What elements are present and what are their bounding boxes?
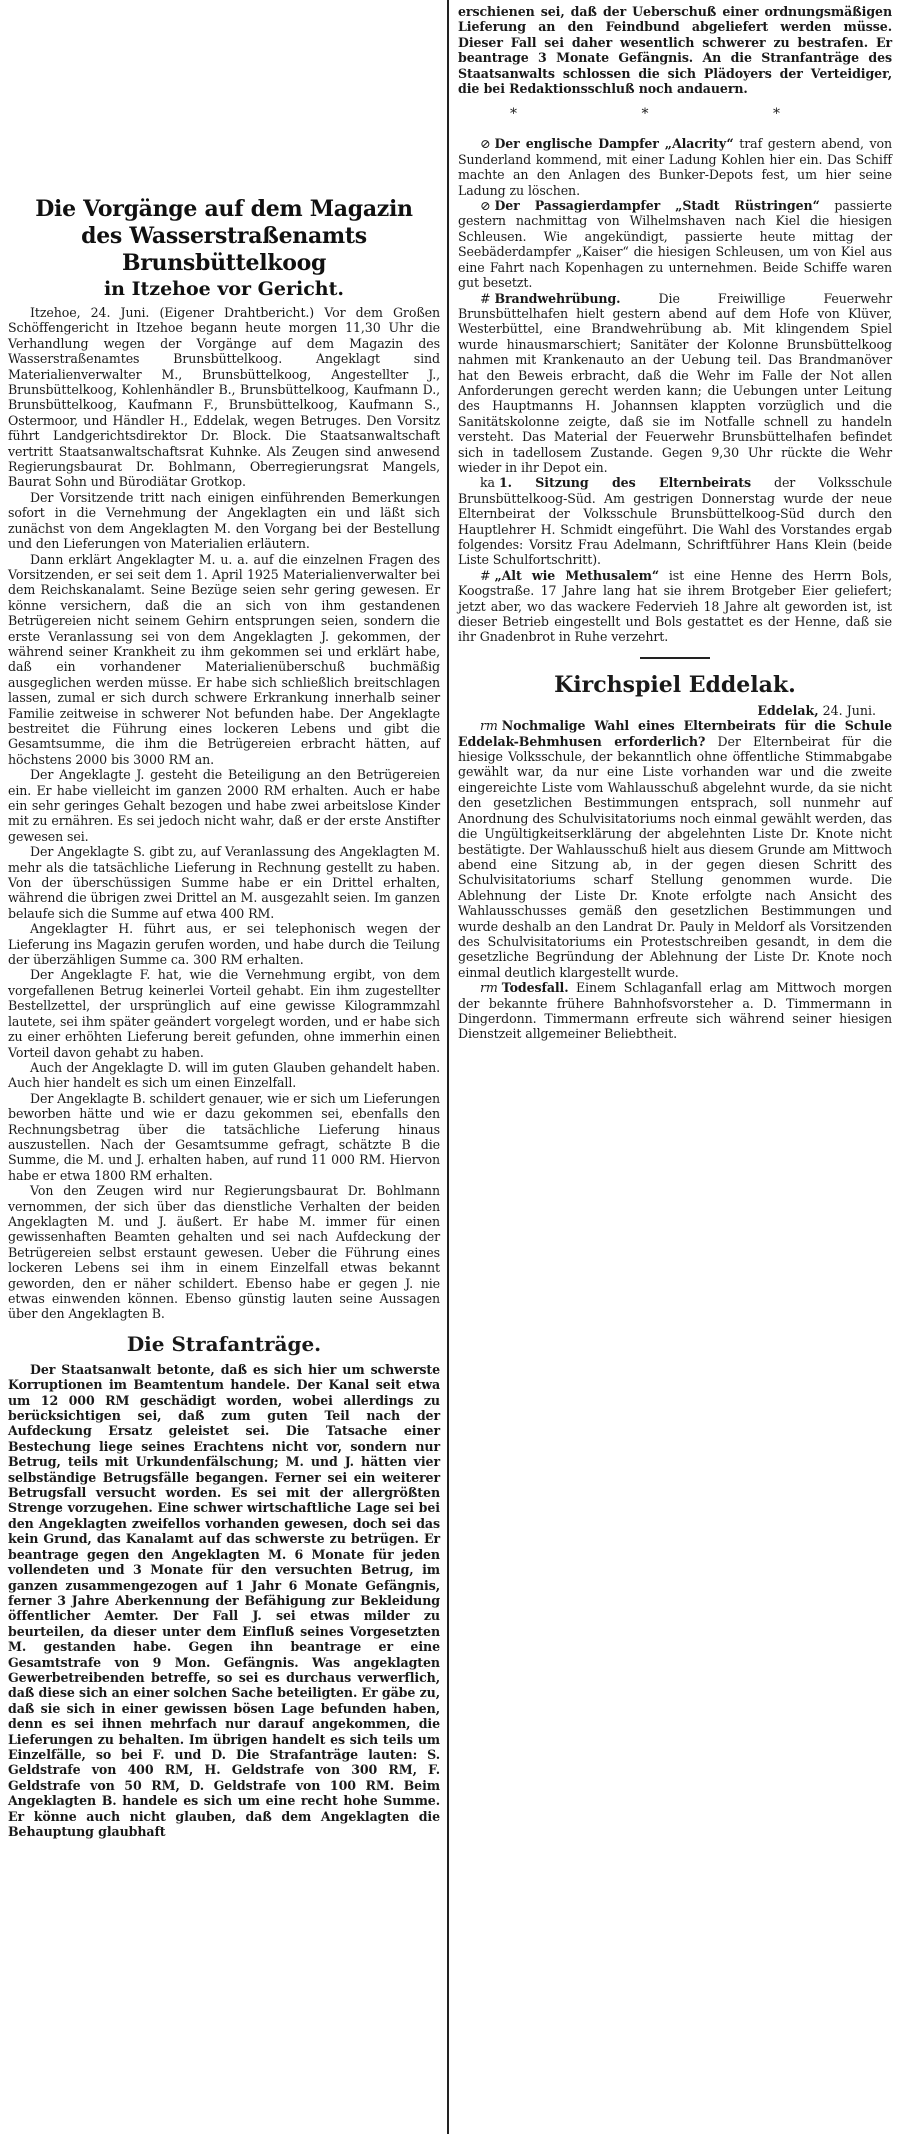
section-heading-eddelak: Kirchspiel Eddelak.	[554, 671, 796, 698]
author-mark: rm	[480, 718, 498, 734]
paragraph: Der Angeklagte F. hat, wie die Vernehmung ergibt, von dem vorgefallenen Betrug keinerlei Vorteil gehabt. Ein ihm zugestellter Bestellzettel, der ursprünglich auf eine gewisse Kilogrammzahl lautete, sei ihm später geändert vorgelegt worden, und er habe sich zu einer erhöhten Lieferung bereit gefunden, ohne immerhin einen Vorteil davon gehabt zu haben.	[8, 967, 440, 1060]
news-item	[458, 980, 892, 1042]
item-text: ist eine Henne des Herrn Bols, Koogstraße. 17 Jahre lang hat sie ihrem Brotgeber Eier geliefert; jetzt aber, wo das wackere Federvieh 18 Jahre alt geworden ist, ist dieser Betrieb eingestellt und Bols gestattet es der Henne, daß sie ihr Gnadenbrot in Ruhe verzehrt.	[458, 567, 892, 645]
item-text: Die Freiwillige Feuerwehr Brunsbüttelhafen hielt gestern abend auf dem Hofe von Klüver, Westerbüttel, eine Brandwehrübung ab. Mit klingendem Spiel wurde hinausmarschiert; Sanitäter der Kolonne Brunsbüttelkoog nahmen mit Krankenauto an der Uebung teil. Das Brandmanöver hat den Beweis erbracht, daß die Wehr im Falle der Not allen Anforderungen gerecht werden kann; die Uebungen unter Leitung des Hauptmanns H. Johannsen klappten vorzüglich und die Sanitätskolonne zeigte, daß sie im Notfalle schnell zu handeln versteht. Das Material der Feuerwehr Brunsbüttelhafen befindet sich in tadellosem Zustande. Gegen 9,30 Uhr rückte die Wehr wieder in ihr Depot ein.	[458, 290, 892, 475]
news-item	[458, 136, 892, 198]
separator-stars: * * *	[510, 106, 840, 123]
paragraph-bold: Der Staatsanwalt betonte, daß es sich hier um schwerste Korruptionen im Beamtentum handele. Der Kanal seit etwa um 12 000 RM geschädigt worden, wobei allerdings zu berücksichtigen sei, daß zum guten Teil nach der Aufdeckung Ersatz geleistet sei. Die Tatsache einer Bestechung liege seines Erachtens nicht vor, sondern nur Betrug, teils mit Urkundenfälschung; M. und J. hätten vier selbständige Betrugsfälle begangen. Ferner sei ein weiterer Betrugsfall versucht worden. Es sei mit der allergrößten Strenge vorzugehen. Eine schwer wirtschaftliche Lage sei bei den Angeklagten zweifellos vorhanden gewesen, doch sei das kein Grund, das Kanalamt auf das schwerste zu betrügen. Er beantrage gegen den Angeklagten M. 6 Monate für jeden vollendeten und 3 Monate für den versuchten Betrug, im ganzen zusammengezogen auf 1 Jahr 6 Monate Gefängnis, ferner 3 Jahre Aberkennung der Befähigung zur Bekleidung öffentlicher Aemter. Der Fall J. sei etwas milder zu beurteilen, da dieser unter dem Einfluß seines Vorgesetzten M. gestanden habe. Gegen ihn beantrage er eine Gesamtstrafe von 9 Mon. Gefängnis. Was angeklagten Gewerbetreibenden betreffe, so sei es durchaus verwerflich, daß diese sich an einer solchen Sache beteiligten. Er gäbe zu, daß sie sich in einer gewissen bösen Lage befunden haben, denn es sei ihnen mehrfach nur darauf angekommen, die Lieferungen zu behalten. Im übrigen handelt es sich teils um Einzelfälle, so bei F. und D. Die Strafanträge lauten: S. Geldstrafe von 400 RM, H. Geldstrafe von 300 RM, F. Geldstrafe von 50 RM, D. Geldstrafe von 100 RM. Beim Angeklagten B. handele es sich um eine recht hohe Summe. Er könne auch nicht glauben, daß dem Angeklagten die Behauptung glaubhaft	[8, 1361, 440, 1839]
news-item	[458, 475, 892, 567]
item-lead: Todesfall.	[501, 980, 569, 996]
item-lead: Der Passagierdampfer „Stadt Rüstringen“	[494, 198, 820, 214]
headline-line-2: des Wasserstraßenamts Brunsbüttelkoog	[81, 223, 367, 276]
ship-icon: ⊘	[480, 198, 491, 214]
column-rule	[447, 0, 449, 2134]
section-divider	[640, 657, 710, 659]
ship-icon: ⊘	[480, 136, 491, 152]
paragraph: Der Angeklagte S. gibt zu, auf Veranlassung des Angeklagten M. mehr als die tatsächliche Lieferung in Rechnung gestellt zu haben. Von der überschüssigen Summe habe er ein Drittel erhalten, während die übrigen zwei Drittel an M. ausgezahlt seien. Im ganzen belaufe sich die Summe auf etwa 400 RM.	[8, 844, 440, 921]
paragraph: Angeklagter H. führt aus, er sei telephonisch wegen der Lieferung ins Magazin gerufen worden, und habe durch die Teilung der überzähligen Summe ca. 300 RM erhalten.	[8, 921, 440, 968]
news-item	[458, 198, 892, 290]
paragraph: Dann erklärt Angeklagter M. u. a. auf die einzelnen Fragen des Vorsitzenden, er sei seit dem 1. April 1925 Materialienverwalter bei dem Reichskanalamt. Seine Bezüge seien sehr gering gewesen. Er könne versichern, daß die an sich von ihm gestandenen Betrügereien nicht seinem Gehirn entsprungen seien, sondern die erste Veranlassung sei von dem Angeklagten J. gekommen, der während seiner Krankheit zu ihm gekommen sei und erklärt habe, daß ein vorhandener Materialienüberschuß buchmäßig ausgeglichen werden müsse. Er habe sich schließlich breitschlagen lassen, zumal er sich durch schwere Erkrankung innerhalb seiner Familie zeitweise in schwerer Not befunden habe. Der Angeklagte bestreitet die Führung eines lockeren Lebens und gibt die Gesamtsumme, die ihm die Betrügereien erbracht hätten, auf höchstens 2000 bis 3000 RM an.	[8, 551, 440, 767]
item-text: passierte gestern nachmittag von Wilhelmshaven nach Kiel die hiesigen Schleusen. Wie angekündigt, passierte heute mittag der Seebäderdampfer „Kaiser“ die hiesigen Schleusen, um von Kiel aus eine Fahrt nach Kopenhagen zu unternehmen. Beide Schiffe waren gut besetzt.	[458, 198, 892, 291]
dateline	[458, 703, 892, 718]
author-mark: rm	[480, 980, 498, 996]
item-lead: Nochmalige Wahl eines Elternbeirats für die Schule Eddelak-Behmhusen erforderlich?	[458, 718, 892, 749]
hash-icon: #	[480, 290, 491, 306]
paragraph: Der Vorsitzende tritt nach einigen einführenden Bemerkungen sofort in die Vernehmung der Angeklagten ein und läßt sich zunächst von dem Angeklagten M. den Vorgang bei der Bestellung und den Lieferungen von Materialien erläutern.	[8, 489, 440, 552]
item-text: der Volksschule Brunsbüttelkoog-Süd. Am gestrigen Donnerstag wurde der neue Elternbeirat der Volksschule Brunsbüttelkoog-Süd durch den Hauptlehrer H. Schmidt eingeführt. Die Wahl des Vorstandes ergab folgendes: Vorsitz Frau Adelmann, Schriftführer Hans Klein (beide Liste Schulfortschritt).	[458, 475, 892, 568]
right-column	[458, 4, 892, 1042]
item-lead: „Alt wie Methusalem“	[494, 567, 659, 583]
item-lead: Brandwehrübung.	[494, 290, 621, 306]
news-item	[458, 718, 892, 980]
paragraph: Von den Zeugen wird nur Regierungsbaurat Dr. Bohlmann vernommen, der sich über das dienstliche Verhalten der beiden Angeklagten M. und J. äußert. Er habe M. immer für einen gewissenhaften Beamten gehalten und sei nach Aufdeckung der Betrügereien selbst erstaunt gewesen. Ueber die Führung eines lockeren Lebens sei ihm in einem Einzelfall etwas bekannt geworden, den er näher schildert. Ebenso habe er gegen J. nie etwas einwenden können. Ebenso günstig lauten seine Aussagen über den Angeklagten B.	[8, 1183, 440, 1322]
paragraph: Auch der Angeklagte D. will im guten Glauben gehandelt haben. Auch hier handelt es sich um einen Einzelfall.	[8, 1059, 440, 1091]
item-text: Der Elternbeirat für die hiesige Volksschule, der bekanntlich ohne öffentliche Stimmabgabe gewählt war, da nur eine Liste vorhanden war und die zweite eingereichte Liste vom Wahlausschuß abgelehnt wurde, da sie nicht den gesetzlichen Bestimmungen entsprach, soll nunmehr auf Anordnung des Schulvisitatoriums noch einmal gewählt werden, das die Ungültigkeitserklärung der abgelehnten Liste Dr. Knote nicht bestätigte. Der Wahlausschuß hielt aus diesem Grunde am Mittwoch abend eine Sitzung ab, in der gegen diesen Schritt des Schulvisitatoriums scharf Stellung genommen wurde. Die Ablehnung der Liste Dr. Knote erfolgte nach Ansicht des Wahlausschusses gemäß den gesetzlichen Bestimmungen und wurde deshalb an den Landrat Dr. Pauly in Meldorf als Vorsitzenden des Schulvisitatoriums ein Protestschreiben gesandt, in dem die gesetzliche Begründung der Ablehnung der Liste Dr. Knote noch einmal deutlich klargestellt wurde.	[458, 733, 892, 980]
hash-icon: #	[480, 567, 491, 583]
item-text: Einem Schlaganfall erlag am Mittwoch morgen der bekannte frühere Bahnhofsvorsteher a. D. Timmermann in Dingerdonn. Timmermann erfreute sich während seiner hiesigen Dienstzeit allgemeiner Beliebtheit.	[458, 980, 892, 1042]
dateline-date: 24. Juni.	[822, 702, 876, 718]
news-item	[458, 291, 892, 476]
item-lead: Der englische Dampfer „Alacrity“	[494, 136, 734, 152]
paragraph: Der Angeklagte B. schildert genauer, wie er sich um Lieferungen beworben hätte und wie er dazu gekommen sei, ebenfalls den Rechnungsbetrag über die tatsächliche Lieferung hinaus auszustellen. Nach der Gesamtsumme gefragt, schätzte B die Summe, die M. und J. erhalten haben, auf rund 11 000 RM. Hiervon habe er etwa 1800 RM erhalten.	[8, 1090, 440, 1183]
item-lead: 1. Sitzung des Elternbeirats	[498, 475, 751, 491]
headline-line-1: Die Vorgänge auf dem Magazin	[35, 196, 413, 222]
headline-line-3: in Itzehoe vor Gericht.	[103, 278, 345, 300]
article-headline	[8, 196, 440, 301]
item-text: traf gestern abend, von Sunderland kommend, mit einer Ladung Kohlen hier ein. Das Schiff machte an den Anlagen des Bunker-Depots fest, um hier seine Ladung zu löschen.	[458, 136, 892, 198]
paragraph: Der Angeklagte J. gesteht die Beteiligung an den Betrügereien ein. Er habe vielleicht im ganzen 2000 RM erhalten. Auch er habe ein sehr geringes Gehalt bezogen und habe zwei arbeitslose Kinder mit zu ernähren. Es sei jedoch nicht wahr, daß er der erste Anstifter gewesen sei.	[8, 767, 440, 844]
continuation-paragraph: erschienen sei, daß der Ueberschuß einer ordnungsmäßigen Lieferung an den Feindbund abgeliefert werden müsse. Dieser Fall sei daher wesentlich schwerer zu bestrafen. Er beantrage 3 Monate Gefängnis. An die Stranfanträge des Staatsanwalts schlossen die sich Plädoyers der Verteidiger, die bei Redaktionsschluß noch andauern.	[458, 4, 892, 97]
author-mark: ka	[480, 475, 495, 491]
news-item	[458, 568, 892, 645]
paragraph: Itzehoe, 24. Juni. (Eigener Drahtbericht.) Vor dem Großen Schöffengericht in Itzehoe begann heute morgen 11,30 Uhr die Verhandlung wegen der Vorgänge auf dem Magazin des Wasserstraßenamtes Brunsbüttelkoog. Angeklagt sind Materialienverwalter M., Brunsbüttelkoog, Angestellter J., Brunsbüttelkoog, Kohlenhändler B., Brunsbüttelkoog, Kaufmann D., Brunsbüttelkoog, Kaufmann F., Brunsbüttelkoog, Kaufmann S., Ostermoor, und Händler H., Eddelak, wegen Betruges. Den Vorsitz führt Landgerichtsdirektor Dr. Block. Die Staatsanwaltschaft vertritt Staatsanwaltschaftsrat Kuhnke. Als Zeugen sind anwesend Regierungsbaurat Dr. Bohlmann, Oberregierungsrat Mangels, Baurat Sohn und Bürodiätar Grotkop.	[8, 305, 440, 490]
left-column	[8, 196, 440, 1839]
dateline-place: Eddelak,	[757, 702, 819, 718]
subheading-strafantraege: Die Strafanträge.	[126, 1331, 322, 1356]
